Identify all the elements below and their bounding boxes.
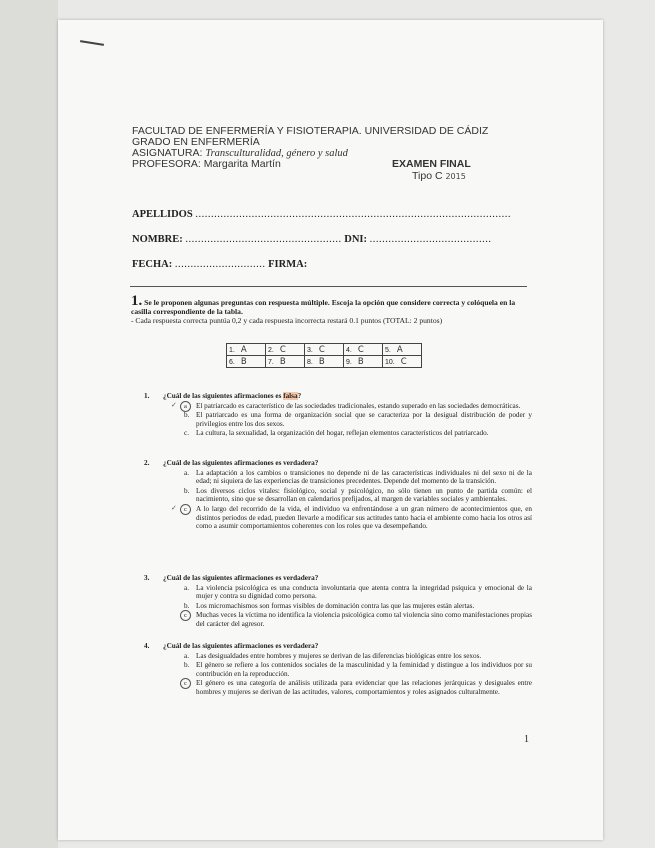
scoring-text: - Cada respuesta correcta puntúa 0,2 y cada respuesta incorrecta restará 0.1 puntos (TOTAL: 2 puntos) <box>131 316 443 325</box>
question-title: 4. ¿Cuál de las siguientes afirmaciones es verdadera? <box>144 642 319 650</box>
check-mark-icon: ✓ <box>171 400 177 409</box>
nombre-label: NOMBRE: <box>132 234 183 245</box>
instructions <box>131 293 526 325</box>
option[interactable]: b. Los micromachismos son formas visibles de dominación contra las que las mujeres están alertas. <box>184 601 475 610</box>
answer-row <box>227 344 422 356</box>
question-title: 1. ¿Cuál de las siguientes afirmaciones es falsa? <box>144 392 302 400</box>
answer-cell[interactable]: 3. C <box>305 344 344 356</box>
exam-type-line <box>412 170 466 183</box>
answer-cell[interactable]: 8. B <box>305 356 344 368</box>
answer-cell[interactable]: 1. A <box>227 344 266 356</box>
fecha-label: FECHA: <box>132 259 173 270</box>
option[interactable]: a. La adaptación a los cambios o transiciones no depende ni de las características individuales ni del sexo ni de la edad; ni siquiera de las experiencias de transiciones precedentes. Depende del momento de la transición. <box>184 468 532 486</box>
page-number: 1 <box>524 734 529 745</box>
scan-left-margin <box>0 0 58 848</box>
faculty-line: FACULTAD DE ENFERMERÍA Y FISIOTERAPIA. UNIVERSIDAD DE CÁDIZ <box>132 125 489 137</box>
answer-table <box>226 343 422 368</box>
option[interactable]: ✓ c A lo largo del recorrido de la vida, el individuo va enfrentándose a un gran número de acontecimientos que, en distintos periodos de edad, pueden llevarle a modificar sus actitudes tanto hacia el ambiente como hacia los otros así como a asumir comportamientos coherentes con los roles que va desempeñando. <box>171 503 532 531</box>
apellidos-label: APELLIDOS <box>132 209 193 220</box>
option[interactable]: b. El patriarcado es una forma de organización social que se caracteriza por la desigual distribución de poder y privilegios entre los dos sexos. <box>184 411 532 428</box>
exam-type: Tipo C <box>412 170 443 182</box>
option[interactable]: c El género es una categoría de análisis utilizada para evidenciar que las relaciones jerárquicas y desiguales entre hombres y mujeres se derivan de las actitudes, valores, comportamientos y roles asignados culturalmente. <box>144 679 532 696</box>
option[interactable]: a. Las desigualdades entre hombres y mujeres se derivan de las diferencias biológicas entre los sexos. <box>184 651 482 660</box>
question-4 <box>144 642 532 698</box>
selected-circle: c <box>180 504 191 515</box>
highlight: falsa <box>283 392 298 400</box>
teacher-name: Margarita Martín <box>203 158 281 170</box>
answer-cell[interactable]: 2. C <box>266 344 305 356</box>
option[interactable]: a. La violencia psicológica es una conducta involuntaria que atenta contra la integridad psíquica y emocional de la mujer y contra su dignidad como persona. <box>184 583 532 601</box>
teacher-line <box>132 158 281 170</box>
answer-cell[interactable]: 4. C <box>344 344 383 356</box>
fecha-field[interactable]: FECHA: ............................. FIRMA: <box>132 259 308 270</box>
teacher-label: PROFESORA: <box>132 158 201 170</box>
separator-line <box>130 286 527 287</box>
instructions-number: 1. <box>131 293 143 309</box>
answer-cell[interactable]: 7. B <box>266 356 305 368</box>
selected-circle: c <box>180 678 191 689</box>
nombre-field[interactable]: NOMBRE: .................................................. DNI: ....................................... <box>132 234 492 245</box>
question-title: 2. ¿Cuál de las siguientes afirmaciones es verdadera? <box>144 459 319 467</box>
question-1 <box>144 392 532 439</box>
apellidos-field[interactable]: APELLIDOS ..................................................................................................... <box>132 209 511 220</box>
subject-name: Transculturalidad, género y salud <box>205 148 348 159</box>
option[interactable]: ✓ a El patriarcado es característico de las sociedades tradicionales, estando superado en las sociedades democráticas. <box>171 400 521 410</box>
option[interactable]: c Muchas veces la víctima no identifica la violencia psicológica como tal violencia sino como manifestaciones propias del carácter del agresor. <box>144 611 532 628</box>
answer-cell[interactable]: 6. B <box>227 356 266 368</box>
check-mark-icon: ✓ <box>171 503 177 512</box>
answer-cell[interactable]: 5. A <box>383 344 422 356</box>
answer-row <box>227 356 422 368</box>
dni-label: DNI: <box>344 234 367 245</box>
exam-title: EXAMEN FINAL <box>392 158 471 170</box>
option[interactable]: c. La cultura, la sexualidad, la organización del hogar, reflejan elementos característicos del patriarcado. <box>184 429 489 438</box>
question-3 <box>144 574 532 630</box>
answer-cell[interactable]: 10. C <box>383 356 422 368</box>
option[interactable]: b. Los diversos ciclos vitales: fisiológico, social y psicológico, no sólo tienen un punto de partida común: el nacimiento, sino que se desarrollan en calendarios prefijados, al margen de variables sociales y ambientales. <box>184 486 532 504</box>
selected-circle: c <box>180 610 191 621</box>
subject-label: ASIGNATURA: <box>132 147 203 159</box>
degree-line: GRADO EN ENFERMERÍA <box>132 136 260 148</box>
instructions-text: 1. Se le proponen algunas preguntas con respuesta múltiple. Escoja la opción que considere correcta y colóquela en la casilla correspondiente de la tabla. <box>131 293 516 316</box>
answer-cell[interactable]: 9. B <box>344 356 383 368</box>
option[interactable]: b. El género se refiere a los contenidos sociales de la masculinidad y la feminidad y distingue a los individuos por su contribución en la reproducción. <box>184 661 532 678</box>
question-2 <box>144 459 532 532</box>
firma-label: FIRMA: <box>268 259 308 270</box>
exam-year-handwritten: 2015 <box>445 172 466 181</box>
question-title: 3. ¿Cuál de las siguientes afirmaciones es verdadera? <box>144 574 319 582</box>
selected-circle: a <box>180 401 191 412</box>
